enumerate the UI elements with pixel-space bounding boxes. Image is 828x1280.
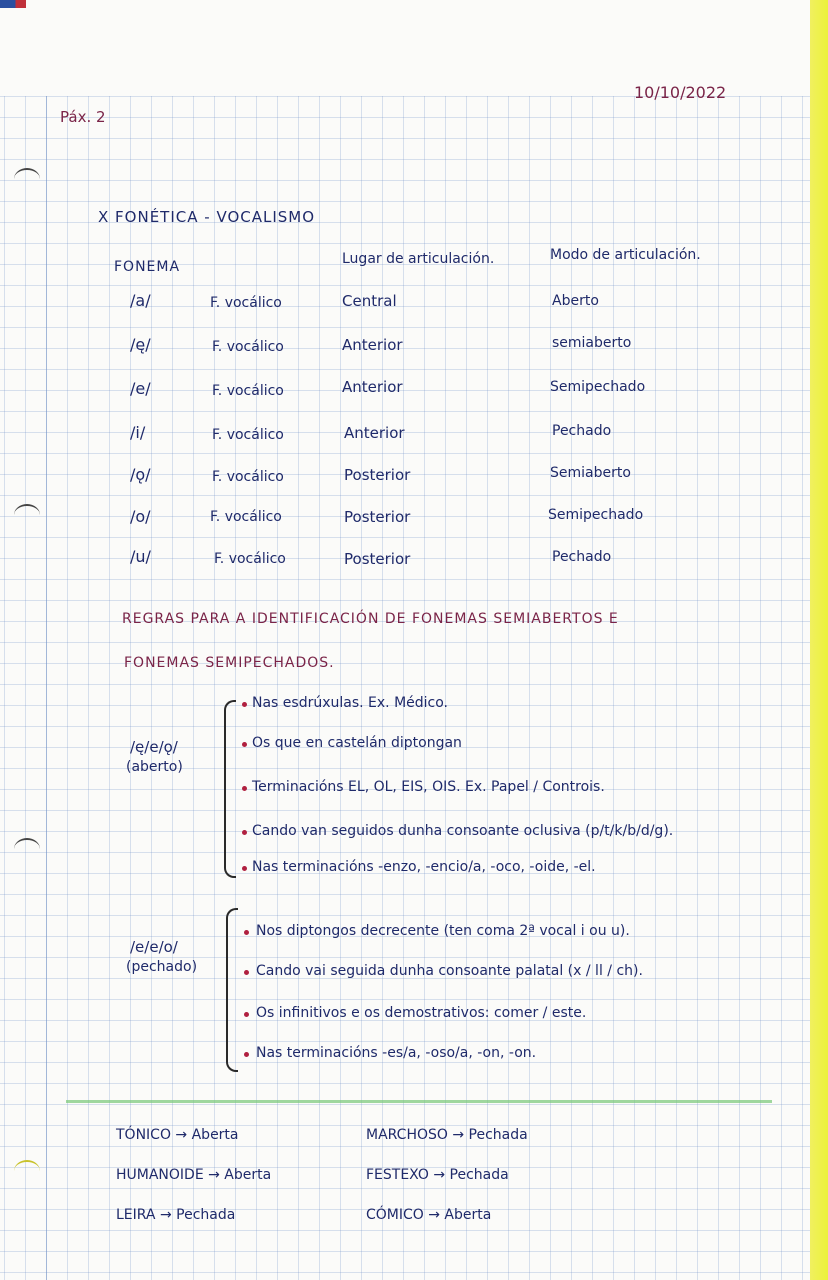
bullet-icon [242, 702, 247, 707]
row-place: Anterior [342, 336, 403, 354]
divider-line [66, 1100, 772, 1103]
row-type: F. vocálico [212, 427, 284, 443]
header-phoneme: FONEMA [114, 259, 181, 275]
row-type: F. vocálico [214, 551, 286, 567]
open-group-label: /ę/e/ǫ/ [130, 738, 178, 756]
row-mode: Semipechado [550, 379, 646, 395]
flag-icon [0, 0, 26, 8]
row-mode: semiaberto [552, 335, 632, 351]
open-rule-item: Nas esdrúxulas. Ex. Médico. [252, 695, 449, 711]
row-mode: Semiaberto [550, 465, 631, 481]
open-rule-item: Terminacións EL, OL, EIS, OIS. Ex. Papel / Controis. [252, 779, 605, 795]
bullet-icon [242, 830, 247, 835]
margin-line [46, 96, 47, 1280]
brace-icon [224, 700, 236, 878]
open-rule-item: Nas terminacións -enzo, -encio/a, -oco, -oide, -el. [252, 859, 596, 875]
closed-rule-item: Nas terminacións -es/a, -oso/a, -on, -on. [256, 1045, 537, 1061]
row-mode: Semipechado [548, 507, 644, 523]
closed-group-sublabel: (pechado) [126, 959, 198, 975]
bullet-icon [244, 1052, 249, 1057]
row-phoneme: /a/ [130, 291, 151, 310]
row-mode: Pechado [552, 423, 612, 439]
brace-icon [226, 908, 238, 1072]
row-phoneme: /i/ [130, 423, 146, 442]
example-item: LEIRA → Pechada [116, 1207, 236, 1223]
closed-rule-item: Cando vai seguida dunha consoante palatal (x / ll / ch). [256, 963, 643, 979]
row-mode: Pechado [552, 549, 612, 565]
bullet-icon [242, 742, 247, 747]
binder-hole-icon [14, 504, 40, 526]
date: 10/10/2022 [634, 83, 727, 102]
page-header-area [0, 0, 812, 96]
binder-hole-icon [14, 838, 40, 860]
closed-group-label: /e/e/o/ [130, 938, 178, 956]
row-place: Posterior [344, 508, 411, 526]
row-place: Central [342, 292, 397, 310]
bullet-icon [244, 1012, 249, 1017]
example-item: FESTEXO → Pechada [366, 1167, 509, 1183]
row-type: F. vocálico [210, 509, 282, 525]
example-item: MARCHOSO → Pechada [366, 1127, 528, 1143]
bullet-icon [242, 786, 247, 791]
highlighter-edge [810, 0, 828, 1280]
row-place: Anterior [344, 424, 405, 442]
row-phoneme: /e/ [130, 379, 151, 398]
row-mode: Aberto [552, 293, 599, 309]
open-group-sublabel: (aberto) [126, 759, 183, 775]
row-type: F. vocálico [212, 339, 284, 355]
closed-rule-item: Os infinitivos e os demostrativos: comer / este. [256, 1005, 587, 1021]
page-label: Páx. 2 [60, 108, 106, 126]
row-place: Posterior [344, 550, 411, 568]
bullet-icon [242, 866, 247, 871]
row-type: F. vocálico [212, 383, 284, 399]
row-place: Posterior [344, 466, 411, 484]
row-type: F. vocálico [212, 469, 284, 485]
closed-rule-item: Nos diptongos decrecente (ten coma 2ª vocal i ou u). [256, 923, 630, 939]
binder-hole-icon [14, 168, 40, 190]
row-phoneme: /u/ [130, 547, 151, 566]
example-item: HUMANOIDE → Aberta [116, 1167, 272, 1183]
row-phoneme: /o/ [130, 507, 151, 526]
row-phoneme: /ę/ [130, 335, 151, 354]
row-phoneme: /ǫ/ [130, 465, 151, 484]
bullet-icon [244, 970, 249, 975]
rules-title-line2: FONEMAS SEMIPECHADOS. [124, 655, 335, 671]
row-place: Anterior [342, 378, 403, 396]
header-mode: Modo de articulación. [550, 247, 701, 263]
header-place: Lugar de articulación. [342, 251, 495, 267]
binder-hole-icon [14, 1160, 40, 1182]
example-item: CÓMICO → Aberta [366, 1207, 492, 1223]
row-type: F. vocálico [210, 295, 282, 311]
section-heading: X FONÉTICA - VOCALISMO [98, 208, 316, 226]
example-item: TÓNICO → Aberta [116, 1127, 239, 1143]
rules-title-line1: REGRAS PARA A IDENTIFICACIÓN DE FONEMAS SEMIABERTOS E [122, 611, 619, 627]
bullet-icon [244, 930, 249, 935]
open-rule-item: Os que en castelán diptongan [252, 735, 462, 751]
open-rule-item: Cando van seguidos dunha consoante oclusiva (p/t/k/b/d/g). [252, 823, 674, 839]
